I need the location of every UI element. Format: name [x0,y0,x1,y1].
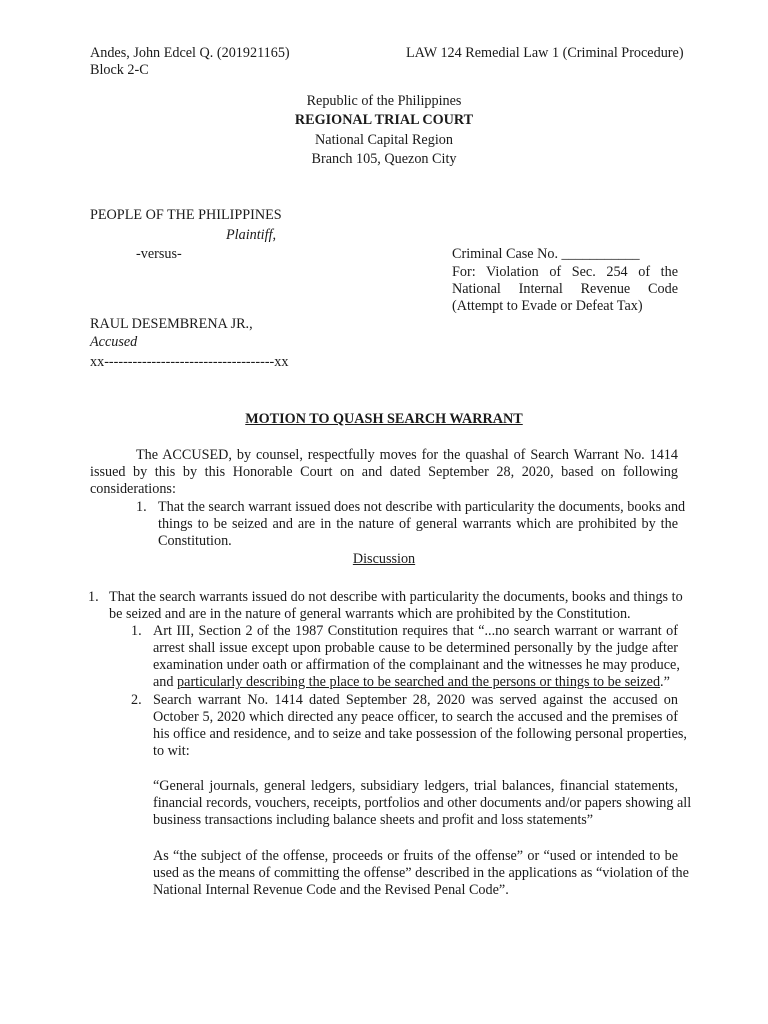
quote-line-3: business transactions including balance sheets and profit and loss statements” [153,812,594,828]
discussion-item-line-2: be seized and are in the nature of general warrants which are prohibited by the Constitution. [109,606,631,622]
constitution-quote-underlined: particularly describing the place to be searched and the persons or things to be seized [177,674,661,690]
sub-item-1-line-2: arrest shall issue except upon probable cause to be determined personally by the judge after [153,640,678,656]
court-name: REGIONAL TRIAL COURT [294,112,474,128]
quote-line-1: “General journals, general ledgers, subsidiary ledgers, trial balances, financial statements, [153,778,678,794]
court-branch: Branch 105, Quezon City [311,151,457,167]
discussion-item-number: 1. [88,589,99,605]
accused-role: Accused [90,334,138,350]
consideration-number: 1. [136,499,147,515]
intro-line-3: considerations: [90,481,176,497]
sub-item-2-number: 2. [131,692,142,708]
subject-line-3: National Internal Revenue Code and the Revised Penal Code”. [153,882,509,898]
violation-line-2: National Internal Revenue Code [452,281,678,297]
subject-line-2: used as the means of committing the offense” described in the applications as “violation of the [153,865,689,881]
court-region: National Capital Region [315,132,453,148]
sub-item-1-line-1: Art III, Section 2 of the 1987 Constitution requires that “...no search warrant or warrant of [153,623,678,639]
discussion-heading: Discussion [352,551,416,567]
block-label: Block 2-C [90,62,149,78]
sub-item-1-line-4-pre: and [153,674,178,690]
violation-line-3: (Attempt to Evade or Defeat Tax) [452,298,643,314]
violation-line-1: For: Violation of Sec. 254 of the [452,264,678,280]
accused-name: RAUL DESEMBRENA JR., [90,316,253,332]
sub-item-2-line-2: October 5, 2020 which directed any peace officer, to search the accused and the premises of [153,709,678,725]
plaintiff-role: Plaintiff, [226,227,277,243]
versus-label: -versus- [136,246,182,262]
sub-item-2-line-4: to wit: [153,743,190,759]
sub-item-2-line-3: his office and residence, and to seize and take possession of the following personal properties, [153,726,687,742]
discussion-item-line-1: That the search warrants issued do not describe with particularity the documents, books and things to [109,589,683,605]
sub-item-1-line-3: examination under oath or affirmation of the complainant and the witnesses he may produce, [153,657,680,673]
sub-item-2-line-1: Search warrant No. 1414 dated September 28, 2020 was served against the accused on [153,692,678,708]
case-number: Criminal Case No. ___________ [452,246,640,262]
motion-title: MOTION TO QUASH SEARCH WARRANT [245,411,523,427]
consideration-line-1: That the search warrant issued does not describe with particularity the documents, books and [158,499,686,515]
sub-item-1-line-4-post: .” [660,674,670,690]
author-name: Andes, John Edcel Q. (201921165) [90,45,290,61]
quote-line-2: financial records, vouchers, receipts, portfolios and other documents and/or papers showing all [153,795,692,811]
subject-line-1: As “the subject of the offense, proceeds or fruits of the offense” or “used or intended to be [153,848,678,864]
intro-line-2: issued by this by this Honorable Court on and dated September 28, 2020, based on following [90,464,678,480]
plaintiff-name: PEOPLE OF THE PHILIPPINES [90,207,282,223]
court-republic: Republic of the Philippines [306,93,462,109]
sub-item-1-line-4 [153,674,670,691]
consideration-line-2: things to be seized and are in the nature of general warrants which are prohibited by the [158,516,678,532]
caption-separator: xx------------------------------------xx [90,354,289,370]
consideration-line-3: Constitution. [158,533,232,549]
sub-item-1-number: 1. [131,623,142,639]
course-title: LAW 124 Remedial Law 1 (Criminal Procedure) [406,45,684,61]
intro-line-1: The ACCUSED, by counsel, respectfully moves for the quashal of Search Warrant No. 1414 [136,447,678,463]
